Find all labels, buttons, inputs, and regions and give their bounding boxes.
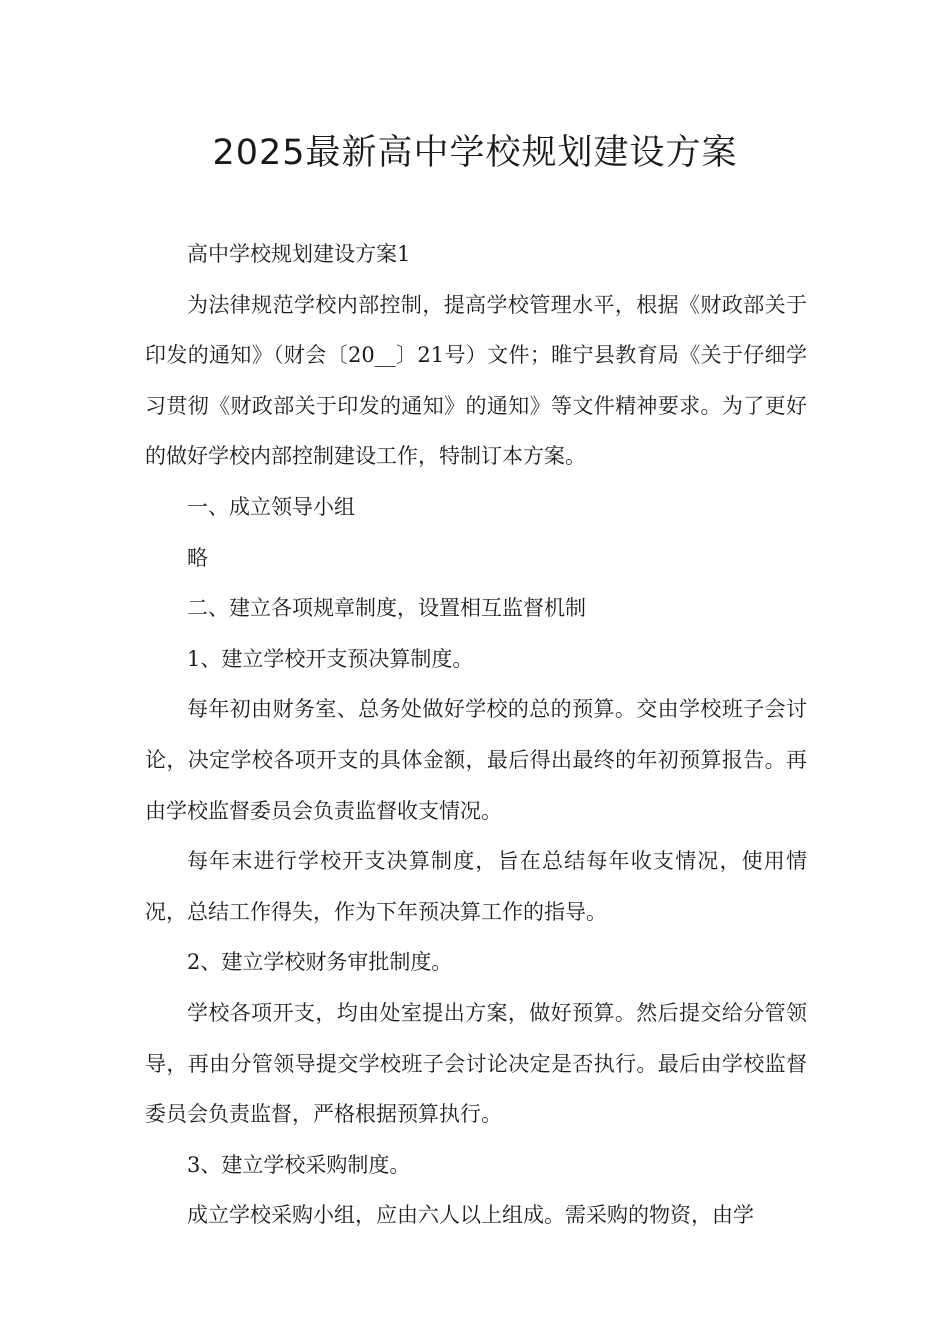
paragraph: 为法律规范学校内部控制，提高学校管理水平，根据《财政部关于印发的通知》（财会〔20__〕21号）文件；睢宁县教育局《关于仔细学习贯彻《财政部关于印发的通知》的通知》等文件精神要求。为了更好的做好学校内部控制建设工作，特制订本方案。	[145, 292, 807, 469]
section-heading: 二、建立各项规章制度，设置相互监督机制	[187, 596, 586, 621]
paragraph: 成立学校采购小组，应由六人以上组成。需采购的物资，由学	[187, 1203, 754, 1228]
subsection-heading: 1、建立学校开支预决算制度。	[187, 646, 474, 671]
section-heading: 高中学校规划建设方案1	[187, 242, 411, 266]
paragraph: 学校各项开支，均由处室提出方案，做好预算。然后提交给分管领导，再由分管领导提交学校班子会讨论决定是否执行。最后由学校监督委员会负责监督，严格根据预算执行。	[145, 1000, 807, 1127]
paragraph: 每年末进行学校开支决算制度，旨在总结每年收支情况，使用情况，总结工作得失，作为下年预决算工作的指导。	[145, 849, 807, 924]
subsection-heading: 3、建立学校采购制度。	[187, 1152, 411, 1177]
section-heading: 一、成立领导小组	[187, 494, 355, 519]
paragraph: 略	[187, 545, 208, 570]
document-title: 2025最新高中学校规划建设方案	[212, 133, 738, 173]
document-body	[145, 229, 807, 1241]
subsection-heading: 2、建立学校财务审批制度。	[187, 950, 453, 975]
paragraph: 每年初由财务室、总务处做好学校的总的预算。交由学校班子会讨论，决定学校各项开支的具体金额，最后得出最终的年初预算报告。再由学校监督委员会负责监督收支情况。	[145, 697, 807, 823]
